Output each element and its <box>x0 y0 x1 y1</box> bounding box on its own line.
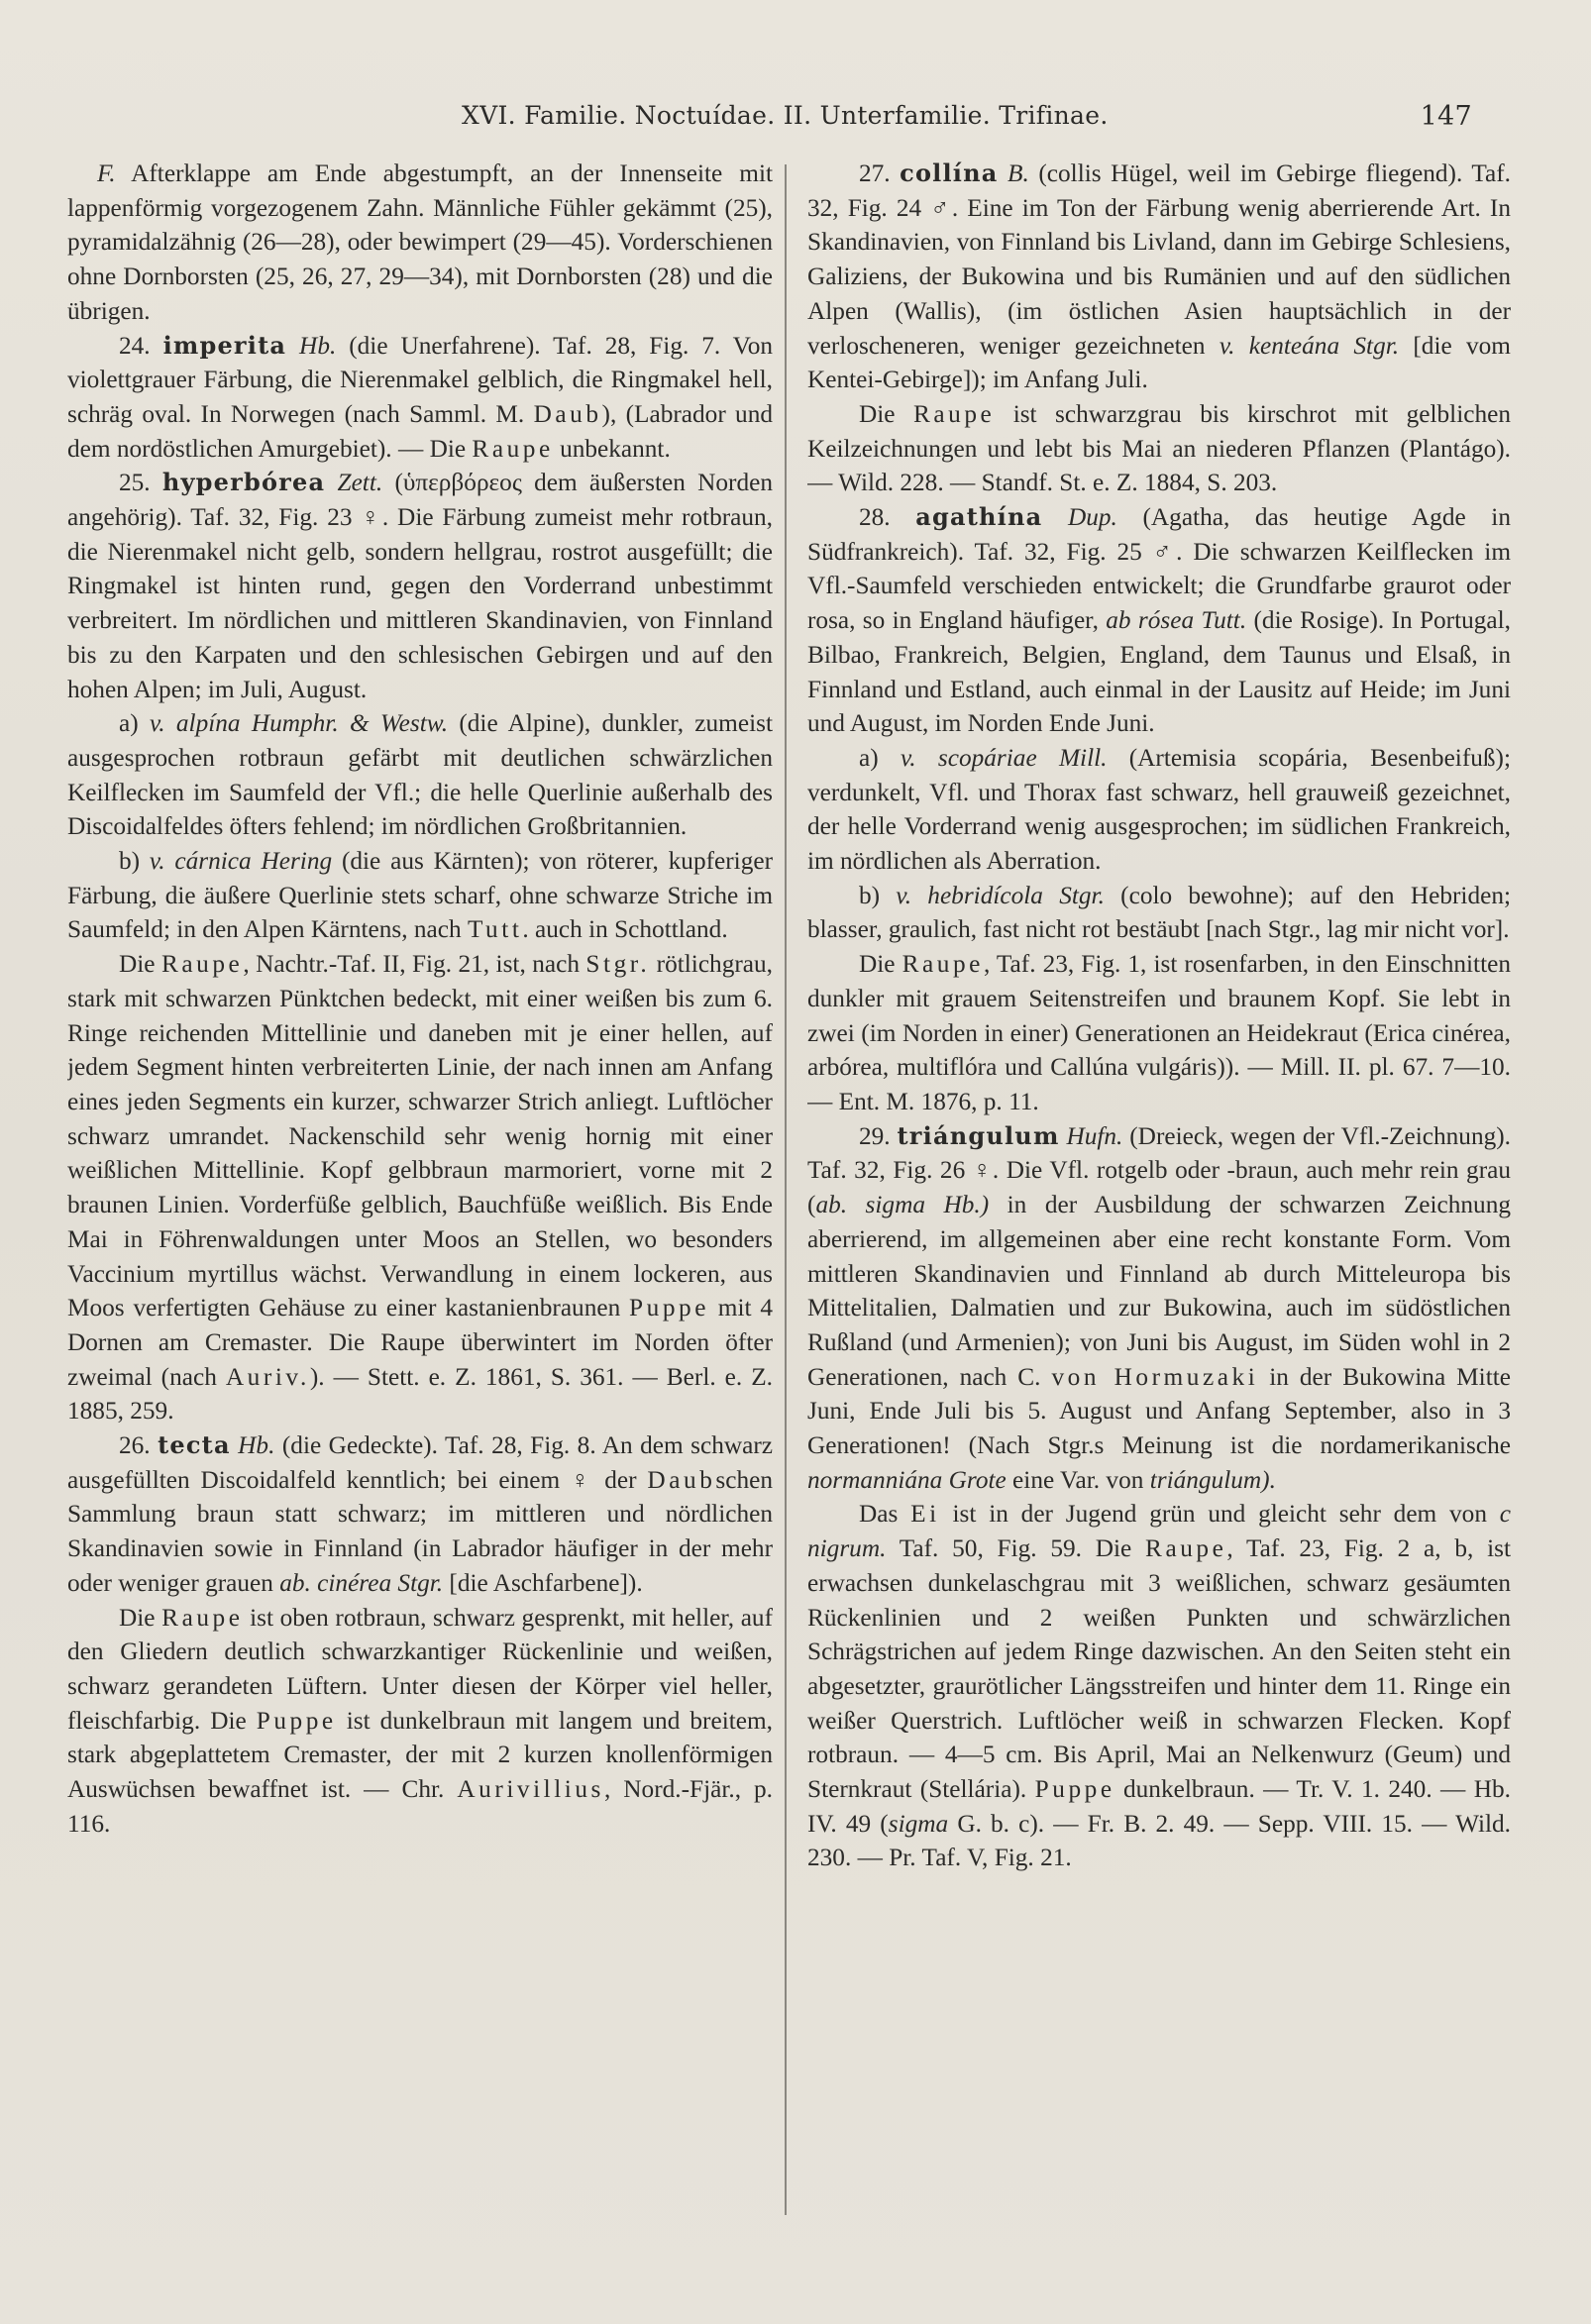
entry-text: rötlichgrau, stark mit schwarzen Pünktchen bedeckt, mit einer weißen bis zum 6. Ringe reichenden Mittellinie und daneben mit je einer hellen, auf jedem Segment hinten verbreiterten Linie, der nach innen am Anfang eines jeden Segments ein kurzer, schwarzer Strich anliegt. Luftlöcher schwarz umrandet. Nackenschild sehr wenig hornig mit einer weißlichen Mittellinie. Kopf gelbbraun marmoriert, vorne mit 2 braunen Linien. Vorderfüße gelblich, Bauchfüße weißlich. Bis Ende Mai in Föhrenwaldungen unter Moos an Stellen, wo besonders Vaccinium myrtillus wächst. Verwandlung in einem lockeren, aus Moos verfertigten Gehäuse zu einer kastanienbraunen <box>67 950 773 1322</box>
running-title: XVI. Familie. Noctuídae. II. Unterfamilie. Trifinae. <box>462 101 1109 130</box>
entry-text: schen Sammlung braun statt schwarz; im mittleren und nördlichen Skandinavien sowie in Finnland (in Labrador häufiger in der mehr oder weniger grauen <box>67 1465 773 1597</box>
spaced-name: Auriv. <box>225 1362 310 1391</box>
entry-text: (Dreieck, wegen der Vfl.-Zeichnung). Taf. 32, Fig. 26 ♀. Die Vfl. rotgelb oder -braun, auch mehr rein grau ( <box>807 1121 1511 1219</box>
entry-text: (die aus Kärnten); von röterer, kupferiger Färbung, die äußere Querlinie stets scharf, ohne schwarze Striche im Saumfeld; in den Alpen Kärntens, nach <box>67 847 773 944</box>
entry-text: Die <box>859 950 902 979</box>
entry-text: unbekannt. <box>553 434 671 463</box>
species-reference: sigma <box>888 1809 949 1838</box>
entry-text: [die vom Kentei-Gebirge]); im Anfang Juli. <box>807 331 1511 394</box>
page-number: 147 <box>1420 101 1472 132</box>
entry-number: 28. <box>859 503 916 532</box>
species-name: tecta <box>158 1430 231 1460</box>
spaced-name: Stgr. <box>585 950 651 979</box>
entry-text: Die <box>859 399 913 428</box>
species-reference: c nigrum. <box>807 1500 1511 1563</box>
running-header <box>462 101 1472 141</box>
spaced-name: Aurivillius <box>457 1775 604 1804</box>
entry-text: (Artemisia scopária, Besenbeifuß); verdunkelt, Vfl. und Thorax fast schwarz, hell grauweiß gezeichnet, der helle Vorderrand wenig ausgesprochen; im südlichen Frankreich, im nördlichen als Aberration. <box>807 743 1511 876</box>
entry-text: , Nord.-Fjär., p. 116. <box>67 1775 773 1838</box>
entry-text: Die <box>119 1603 162 1632</box>
entry-25-hyperborea <box>67 466 773 706</box>
entry-text: Die <box>119 950 161 979</box>
variety-marker: b) <box>859 881 897 909</box>
entry-28b-hebridicola <box>807 879 1511 947</box>
aberration-name: ab. sigma Hb.) <box>815 1191 990 1219</box>
entry-text: (die Rosige). In Portugal, Bilbao, Frankreich, Belgien, England, dem Taunus und Elsaß, in Finnland und Estland, auch einmal in der Lausitz auf Heide; im Juni und August, im Norden Ende Juni. <box>807 606 1511 738</box>
entry-text: in der Ausbildung der schwarzen Zeichnung aberrierend, im allgemeinen aber eine recht konstante Form. Vom mittleren Skandinavien und Finnland ab durch Mitteleuropa bis Mittelitalien, Dalmatien und zur Bukowina, auch im südöstlichen Rußland (und Armenien); von Juni bis August, im Süden wohl in 2 Generationen, nach C. <box>807 1191 1511 1391</box>
raupe-label: Raupe <box>161 1603 244 1632</box>
species-name: hyperbórea <box>161 468 326 497</box>
entry-24-imperita <box>67 329 773 467</box>
raupe-label: Raupe <box>160 950 244 979</box>
entry-26-tecta <box>67 1428 773 1601</box>
species-author: Hufn. <box>1059 1121 1123 1150</box>
puppe-label: Puppe <box>256 1706 337 1735</box>
variety-name: normanniána Grote <box>807 1465 1007 1494</box>
left-column <box>67 157 773 2217</box>
puppe-label: Puppe <box>1034 1775 1115 1804</box>
entry-text: , Taf. 23, Fig. 1, ist rosenfarben, in den Einschnitten dunkler mit grauem Seitenstreifen und braunem Kopf. Sie lebt in zwei (im Norden in einer) Generationen an Heidekraut (Erica cinérea, arbórea, multiflóra und Callúna vulgáris)). — Mill. II. pl. 67. 7—10. — Ent. M. 1876, p. 11. <box>807 950 1511 1115</box>
puppe-label: Puppe <box>629 1294 709 1322</box>
species-name: triángulum <box>897 1120 1060 1150</box>
entry-26-raupe <box>67 1601 773 1842</box>
entry-28-raupe <box>807 947 1511 1119</box>
aberration-name: ab rósea Tutt. <box>1106 606 1247 635</box>
variety-name: v. hebridícola Stgr. <box>896 881 1105 909</box>
variety-name: v. alpína Humphr. & Westw. <box>149 709 449 738</box>
entry-text: dunkelbraun. — Tr. V. 1. 240. — Hb. IV. 49 ( <box>807 1775 1511 1838</box>
entry-text: Das <box>859 1500 911 1529</box>
entry-28a-scopariae <box>807 741 1511 879</box>
raupe-label: Raupe <box>912 399 996 428</box>
raupe-label: Raupe <box>902 950 984 979</box>
variety-name: v. cárnica Hering <box>149 847 333 876</box>
species-name: imperita <box>162 330 287 360</box>
variety-marker: a) <box>859 743 901 772</box>
entry-text: in der Bukowina Mitte Juni, Ende Juli bis 5. August und Anfang September, also in 3 Generationen! (Nach Stgr.s Meinung ist die nordamerikanische <box>807 1362 1511 1460</box>
species-author: Dup. <box>1042 503 1117 532</box>
entry-27-raupe <box>807 397 1511 500</box>
variety-marker: b) <box>119 847 150 876</box>
variety-name: v. kenteána Stgr. <box>1219 331 1400 360</box>
entry-text: (colo bewohne); auf den Hebriden; blasser, graulich, fast nicht rot bestäubt [nach Stgr., lag mir nicht vor]. <box>807 881 1511 944</box>
aberration-name: ab. cinérea Stgr. <box>279 1568 444 1597</box>
species-author: Hb. <box>286 331 337 360</box>
species-reference: triángulum). <box>1149 1465 1276 1494</box>
entry-25b-carnica <box>67 844 773 947</box>
entry-text: G. b. c). — Fr. B. 2. 49. — Sepp. VIII. 15. — Wild. 230. — Pr. Taf. V, Fig. 21. <box>807 1809 1511 1872</box>
species-author: B. <box>998 159 1029 187</box>
entry-text: Taf. 50, Fig. 59. Die <box>886 1534 1146 1563</box>
section-f-intro <box>67 157 773 329</box>
entry-text: mit 4 Dornen am Cremaster. Die Raupe überwintert im Norden öfter zweimal (nach <box>67 1294 773 1391</box>
species-name: collína <box>900 158 999 187</box>
entry-number: 27. <box>859 159 901 187</box>
species-name: agathína <box>915 502 1043 532</box>
raupe-label: Raupe <box>1145 1534 1227 1563</box>
entry-text: ist schwarzgrau bis kirschrot mit gelblichen Keilzeichnungen und lebt bis Mai an niederen Pflanzen (Plantágo). — Wild. 228. — Standf. St. e. Z. 1884, S. 203. <box>807 399 1511 497</box>
intro-text: Afterklappe am Ende abgestumpft, an der Innenseite mit lappenförmig vorgezogenem Zahn. Männliche Fühler gekämmt (25), pyramidalzähnig (26—28), oder bewimpert (29—45). Vorderschienen ohne Dornborsten (25, 26, 27, 29—34), mit Dornborsten (28) und die übrigen. <box>67 159 773 325</box>
entry-text: (collis Hügel, weil im Gebirge fliegend). Taf. 32, Fig. 24 ♂. Eine im Ton der Färbung wenig aberrierende Art. In Skandinavien, von Finnland bis Livland, dann im Gebirge Schlesiens, Galiziens, der Bukowina und bis Rumänien und auf den südlichen Alpen (Wallis), (im östlichen Asien hauptsächlich in der verloscheneren, weniger gezeichneten <box>807 159 1511 360</box>
variety-marker: a) <box>119 709 150 738</box>
raupe-label: Raupe <box>472 434 554 463</box>
entry-text: [die Aschfarbene]). <box>443 1568 643 1597</box>
entry-text: ), (Labrador und dem nordöstlichen Amurgebiet). — Die <box>67 399 773 463</box>
spaced-name: Tutt <box>467 915 523 944</box>
entry-text: ). — Stett. e. Z. 1861, S. 361. — Berl. e. Z. 1885, 259. <box>67 1362 773 1426</box>
entry-number: 26. <box>119 1431 159 1460</box>
variety-name: v. scopáriae Mill. <box>900 743 1108 772</box>
entry-text: , Taf. 23, Fig. 2 a, b, ist erwachsen dunkelaschgrau mit 3 weißlichen, schwarz gesäumten Rückenlinien und 2 weißen Punkten und schwärzlichen Schrägstrichen auf jedem Ringe dazwischen. An den Seiten steht ein abgesetzter, graurötlicher Längsstreifen und hinter dem 11. Ringe ein weißer Querstrich. Luftlöcher weiß in schwarzen Flecken. Kopf rotbraun. — 4—5 cm. Bis April, Mai an Nelkenwurz (Geum) und Sternkraut (Stellária). <box>807 1534 1511 1804</box>
species-author: Zett. <box>325 469 383 497</box>
entry-number: 29. <box>859 1121 898 1150</box>
entry-text: ist dunkelbraun mit langem und breitem, stark abgeplattetem Cremaster, der mit 2 kurzen knollenförmigen Auswüchsen bewaffnet ist. — Chr. <box>67 1706 773 1804</box>
entry-28-agathina <box>807 500 1511 741</box>
entry-text: (die Gedeckte). Taf. 28, Fig. 8. An dem schwarz ausgefüllten Discoidalfeld kenntlich; bei einem ♀ der <box>67 1431 773 1494</box>
entry-number: 24. <box>119 331 163 360</box>
entry-29-ei-raupe <box>807 1497 1511 1875</box>
entry-text: ist in der Jugend grün und gleicht sehr dem von <box>939 1500 1500 1529</box>
entry-text: (Agatha, das heutige Agde in Südfrankreich). Taf. 32, Fig. 25 ♂. Die schwarzen Keilflecken im Vfl.-Saumfeld verschieden entwickelt; die Grundfarbe graurot oder rosa, so in England häufiger, <box>807 503 1511 635</box>
column-divider <box>785 164 787 2215</box>
entry-text: eine Var. von <box>1006 1465 1150 1494</box>
spaced-name: Daub <box>533 399 602 428</box>
section-letter: F. <box>97 159 116 187</box>
entry-text: ist oben rotbraun, schwarz gesprenkt, mit heller, auf den Gliedern deutlich schwarzkantiger Rückenlinie und weißen, schwarz gerandeten Lüftern. Unter diesen der Körper viel heller, fleischfarbig. Die <box>67 1603 773 1735</box>
entry-text: , Nachtr.-Taf. II, Fig. 21, ist, nach <box>243 950 586 979</box>
species-author: Hb. <box>230 1431 275 1460</box>
ei-label: Ei <box>910 1500 940 1529</box>
entry-27-collina <box>807 157 1511 397</box>
right-column <box>807 157 1511 2217</box>
spaced-name: Daub <box>647 1465 716 1494</box>
entry-text: . auch in Schottland. <box>522 915 728 944</box>
entry-text: (die Alpine), dunkler, zumeist ausgesprochen rotbraun gefärbt mit deutlichen schwärzlichen Keilflecken im Saumfeld der Vfl.; die helle Querlinie außerhalb des Discoidalfeldes öfters fehlend; im nördlichen Großbritannien. <box>67 709 773 841</box>
entry-text: (die Unerfahrene). Taf. 28, Fig. 7. Von violettgrauer Färbung, die Nierenmakel gelblich, die Ringmakel hell, schräg oval. In Norwegen (nach Samml. M. <box>67 331 773 428</box>
entry-text: (ὑπερβόρεος dem äußersten Norden angehörig). Taf. 32, Fig. 23 ♀. Die Färbung zumeist mehr rotbraun, die Nierenmakel nicht gelb, sondern hellgrau, rostrot ausgefüllt; die Ringmakel ist hinten rund, gegen den Vorderrand unbestimmt verbreitert. Im nördlichen und mittleren Skandinavien, von Finnland bis zu den Karpaten und den schlesischen Gebirgen und auf den hohen Alpen; im Juli, August. <box>67 469 773 703</box>
spaced-name: von Hormuzaki <box>1051 1362 1259 1391</box>
entry-25a-alpina <box>67 706 773 844</box>
entry-number: 25. <box>119 469 162 497</box>
entry-25-raupe <box>67 947 773 1428</box>
entry-29-triangulum <box>807 1119 1511 1498</box>
